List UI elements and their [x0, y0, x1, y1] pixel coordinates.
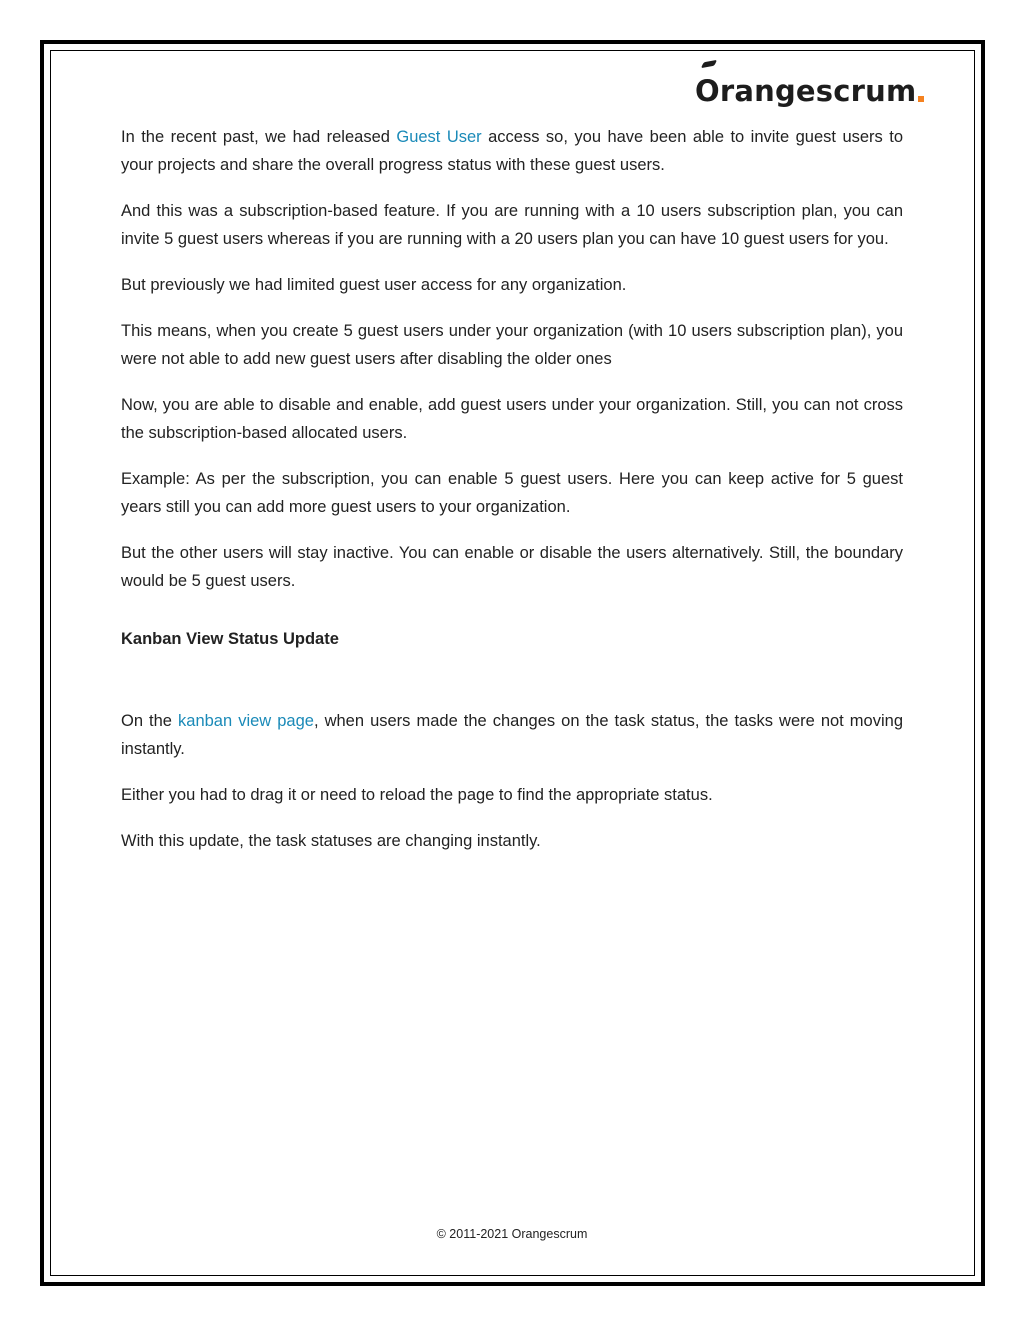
- logo-wordmark: rangescrum: [719, 74, 917, 108]
- paragraph-this-means: This means, when you create 5 guest users under your organization (with 10 users subscription plan), you were not able to add new guest users after disabling the older ones: [121, 322, 903, 368]
- guest-user-link[interactable]: Guest User: [396, 128, 482, 146]
- orangescrum-logo: [695, 68, 924, 108]
- heading-kanban-view-status-update: Kanban View Status Update: [121, 630, 339, 648]
- kanban-view-page-link[interactable]: kanban view page: [178, 712, 314, 730]
- paragraph-now: Now, you are able to disable and enable, add guest users under your organization. Still, you can not cross the subscription-based allocated users.: [121, 396, 903, 442]
- logo-dot-icon: [918, 96, 924, 102]
- paragraph-guest-user-intro: In the recent past, we had released Guest User access so, you have been able to invite guest users to your projects and share the overall progress status with these guest users.: [121, 128, 903, 174]
- paragraph-example: Example: As per the subscription, you can enable 5 guest users. Here you can keep active for 5 guest years still you can add more guest users to your organization.: [121, 470, 903, 516]
- paragraph-kanban-view: On the kanban view page, when users made the changes on the task status, the tasks were not moving instantly.: [121, 712, 903, 758]
- paragraph-drag-reload: Either you had to drag it or need to reload the page to find the appropriate status.: [121, 786, 713, 804]
- paragraph-subscription: And this was a subscription-based feature. If you are running with a 10 users subscription plan, you can invite 5 guest users whereas if you are running with a 20 users plan you can have 10 guest users for you.: [121, 202, 903, 248]
- footer-copyright: © 2011-2021 Orangescrum: [436, 1227, 588, 1241]
- paragraph-previously: But previously we had limited guest user access for any organization.: [121, 276, 627, 294]
- paragraph-other-users: But the other users will stay inactive. You can enable or disable the users alternatively. Still, the boundary would be 5 guest users.: [121, 544, 903, 590]
- document-body: [121, 123, 903, 873]
- logo-letter-o: O: [695, 74, 720, 108]
- paragraph-update: With this update, the task statuses are changing instantly.: [121, 832, 541, 850]
